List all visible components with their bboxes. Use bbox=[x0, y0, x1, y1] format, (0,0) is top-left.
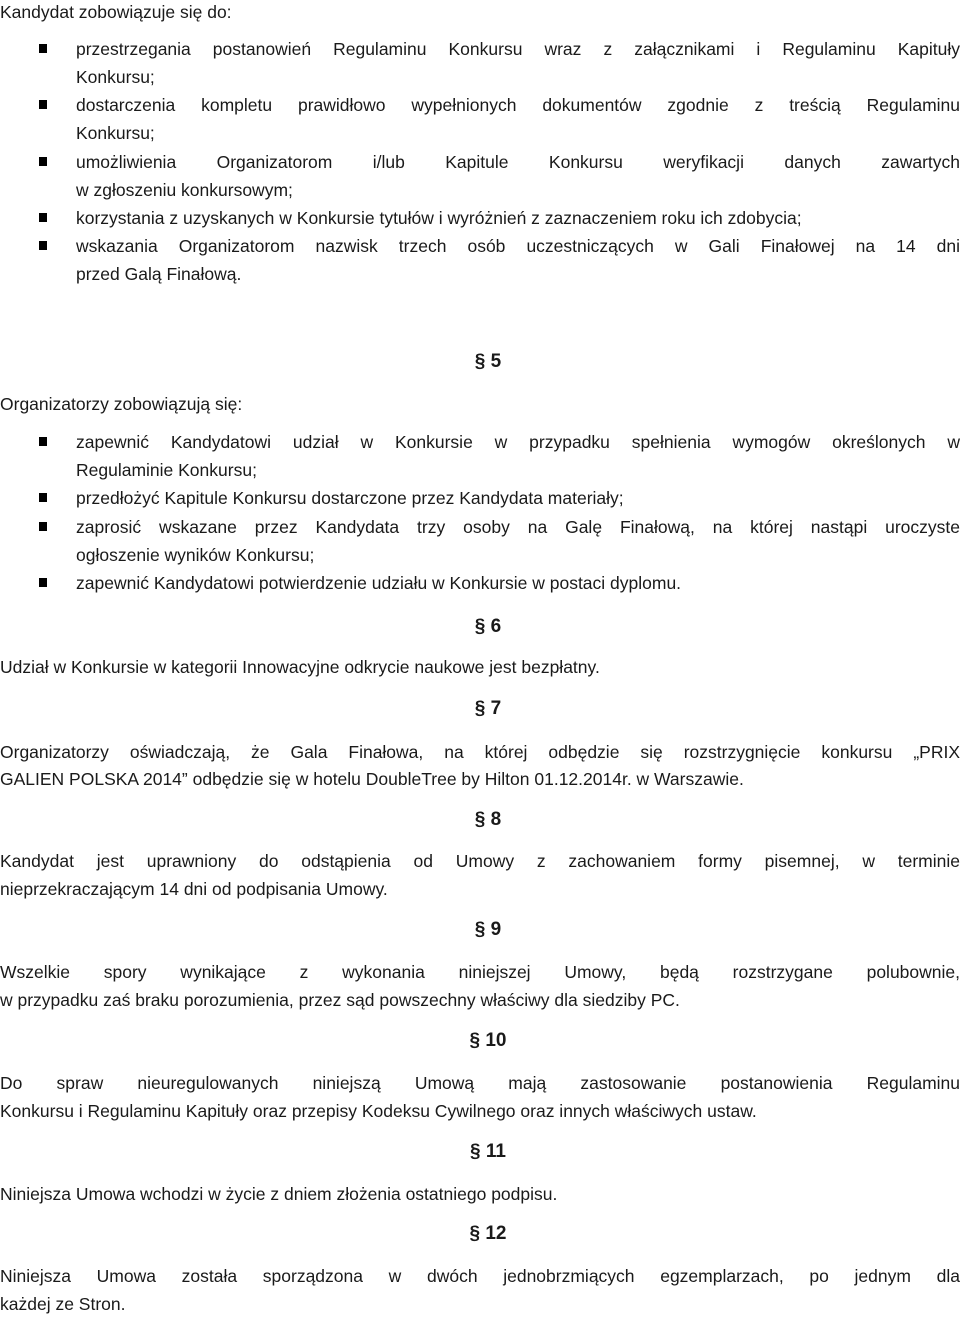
list-item-line: zapewnić Kandydatowi potwierdzenie udziału w Konkursie w postaci dyplomu. bbox=[76, 573, 682, 593]
list-item-line: Konkursu; bbox=[76, 123, 155, 143]
section-heading-9: § 9 bbox=[474, 919, 502, 940]
list-item-line: wskazania Organizatorom nazwisk trzech osób uczestniczących w Gali Finałowej na 14 dni bbox=[76, 236, 960, 256]
paragraph-line: każdej ze Stron. bbox=[0, 1294, 126, 1314]
paragraph-line: Konkursu i Regulaminu Kapituły oraz przepisy Kodeksu Cywilnego oraz innych właściwych ustaw. bbox=[0, 1101, 757, 1121]
paragraph-line: nieprzekraczającym 14 dni od podpisania Umowy. bbox=[0, 879, 388, 899]
list-item-line: przedłożyć Kapitule Konkursu dostarczone przez Kandydata materiały; bbox=[76, 488, 624, 508]
bullet-icon bbox=[39, 578, 47, 587]
list-item-line: umożliwienia Organizatorom i/lub Kapitule Konkursu weryfikacji danych zawartych bbox=[76, 152, 960, 172]
list-item-line: zapewnić Kandydatowi udział w Konkursie w przypadku spełnienia wymogów określonych w bbox=[76, 432, 960, 452]
section-heading-8: § 8 bbox=[474, 809, 502, 830]
bullet-icon bbox=[39, 157, 47, 166]
paragraph-line: w przypadku zaś braku porozumienia, przez sąd powszechny właściwy dla siedziby PC. bbox=[0, 990, 680, 1010]
bullet-icon bbox=[39, 437, 47, 446]
paragraph-line: GALIEN POLSKA 2014” odbędzie się w hotelu DoubleTree by Hilton 01.12.2014r. w Warszawie. bbox=[0, 769, 744, 789]
paragraph-line: Udział w Konkursie w kategorii Innowacyjne odkrycie naukowe jest bezpłatny. bbox=[0, 657, 600, 677]
section-heading-6: § 6 bbox=[474, 616, 502, 637]
paragraph-line: Niniejsza Umowa została sporządzona w dwóch jednobrzmiących egzemplarzach, po jednym dla bbox=[0, 1266, 960, 1286]
bullet-icon bbox=[39, 213, 47, 222]
list-item-line: Regulaminie Konkursu; bbox=[76, 460, 257, 480]
paragraph-line: Kandydat jest uprawniony do odstąpienia od Umowy z zachowaniem formy pisemnej, w terminie bbox=[0, 851, 960, 871]
section-heading-11: § 11 bbox=[470, 1141, 506, 1162]
bullet-icon bbox=[39, 44, 47, 53]
list-item-line: przestrzegania postanowień Regulaminu Konkursu wraz z załącznikami i Regulaminu Kapituły bbox=[76, 39, 960, 59]
bullet-icon bbox=[39, 522, 47, 531]
section-heading-10: § 10 bbox=[469, 1030, 507, 1051]
list-item-line: korzystania z uzyskanych w Konkursie tytułów i wyróżnień z zaznaczeniem roku ich zdobycia; bbox=[76, 208, 802, 228]
bullet-icon bbox=[39, 241, 47, 250]
section-heading-12: § 12 bbox=[469, 1223, 507, 1244]
paragraph-line: Organizatorzy oświadczają, że Gala Finałowa, na której odbędzie się rozstrzygnięcie konkursu „PRIX bbox=[0, 742, 960, 762]
paragraph-line: Niniejsza Umowa wchodzi w życie z dniem złożenia ostatniego podpisu. bbox=[0, 1184, 558, 1204]
list-item-line: w zgłoszeniu konkursowym; bbox=[76, 180, 293, 200]
section-heading-5: § 5 bbox=[474, 351, 502, 372]
list-item-line: dostarczenia kompletu prawidłowo wypełnionych dokumentów zgodnie z treścią Regulaminu bbox=[76, 95, 960, 115]
section-heading-7: § 7 bbox=[474, 698, 502, 719]
bullet-icon bbox=[39, 493, 47, 502]
list-item-line: przed Galą Finałową. bbox=[76, 264, 242, 284]
list-item-line: zaprosić wskazane przez Kandydata trzy osoby na Galę Finałową, na której nastąpi uroczyste bbox=[76, 517, 960, 537]
paragraph-line: Wszelkie spory wynikające z wykonania niniejszej Umowy, będą rozstrzygane polubownie, bbox=[0, 962, 960, 982]
list-item-line: ogłoszenie wyników Konkursu; bbox=[76, 545, 315, 565]
list-item-line: Konkursu; bbox=[76, 67, 155, 87]
organizers-intro: Organizatorzy zobowiązują się: bbox=[0, 394, 243, 414]
bullet-icon bbox=[39, 100, 47, 109]
paragraph-line: Do spraw nieuregulowanych niniejszą Umową mają zastosowanie postanowienia Regulaminu bbox=[0, 1073, 960, 1093]
candidate-intro: Kandydat zobowiązuje się do: bbox=[0, 2, 232, 22]
